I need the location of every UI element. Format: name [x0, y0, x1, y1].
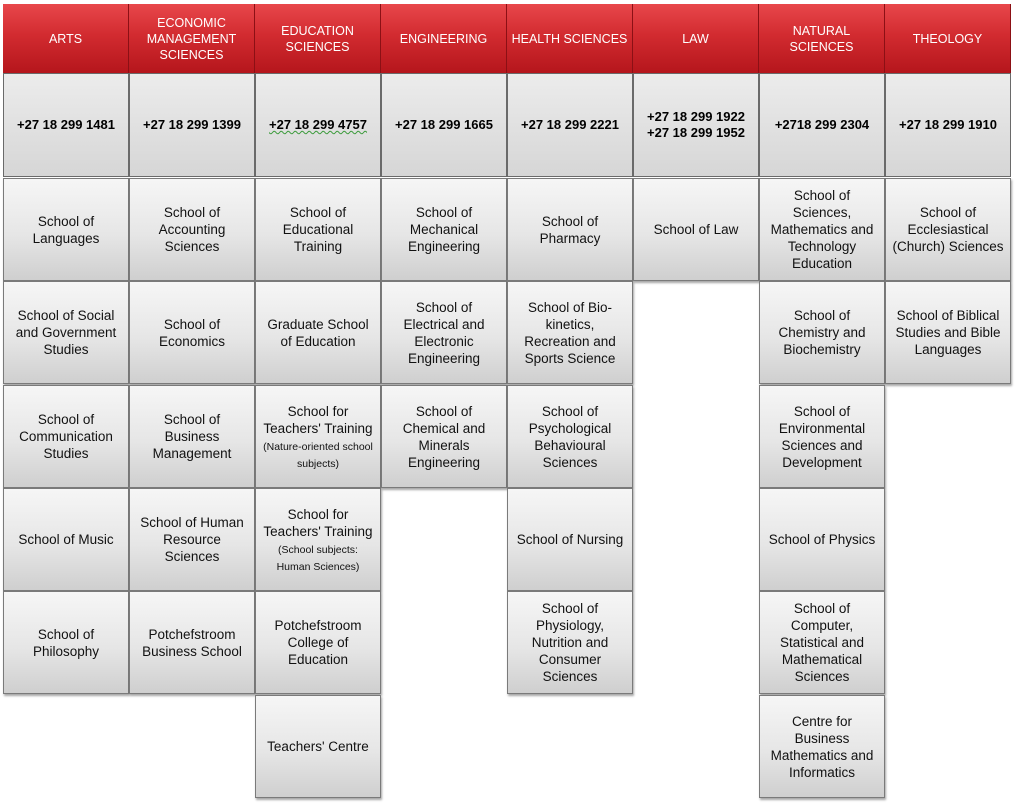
faculty-header-natural-sciences	[759, 4, 885, 73]
school-label	[261, 403, 375, 471]
school-name: School of Electrical and Electronic Engineering	[403, 299, 485, 366]
faculty-phone-arts	[3, 73, 129, 177]
school-name: School of Chemistry and Biochemistry	[778, 308, 866, 357]
faculty-phone-engineering	[381, 73, 507, 177]
phone-lines	[269, 117, 367, 133]
faculty-phone-economic-management-sciences	[129, 73, 255, 177]
school-cell	[885, 178, 1011, 281]
school-label	[9, 626, 123, 660]
school-name: School of Mechanical Engineering	[407, 205, 481, 254]
school-cell	[759, 695, 885, 798]
school-name: School of Bio-kinetics, Recreation and Sports Science	[524, 299, 616, 366]
faculty-phone-theology	[885, 73, 1011, 177]
school-cell	[381, 281, 507, 384]
school-cell	[129, 591, 255, 694]
school-label	[765, 600, 879, 685]
school-label	[261, 316, 375, 350]
school-cell	[759, 591, 885, 694]
school-name: School for Teachers' Training	[263, 403, 373, 436]
school-label	[135, 411, 249, 462]
school-cell	[885, 281, 1011, 384]
school-cell	[759, 281, 885, 384]
school-label	[765, 713, 879, 781]
faculty-phone-education-sciences	[255, 73, 381, 177]
school-label	[135, 514, 249, 565]
school-label	[513, 213, 627, 247]
school-name: School of Human Resource Sciences	[140, 515, 244, 564]
school-label	[387, 204, 501, 255]
school-cell	[507, 281, 633, 384]
phone-lines	[143, 117, 241, 133]
school-cell	[255, 591, 381, 694]
school-label	[765, 403, 879, 471]
school-name: School of Chemical and Minerals Engineering	[402, 403, 486, 470]
school-note: (School subjects: Human Sciences)	[276, 543, 360, 573]
school-name: School of Accounting Sciences	[158, 205, 226, 254]
faculty-header-arts	[3, 4, 129, 73]
school-cell	[381, 385, 507, 488]
school-cell	[255, 281, 381, 384]
faculty-header-theology	[885, 4, 1011, 73]
phone-lines	[899, 117, 997, 133]
school-cell	[507, 591, 633, 694]
school-name: School of Music	[18, 532, 114, 547]
faculty-header-health-sciences	[507, 4, 633, 73]
school-cell	[255, 695, 381, 798]
faculty-name: EDUCATION SCIENCES	[281, 23, 354, 54]
school-name: School of Biblical Studies and Bible Languages	[895, 308, 1001, 357]
faculty-name: ENGINEERING	[399, 31, 488, 46]
school-cell	[255, 178, 381, 281]
phone-number: +27 18 299 1481	[17, 117, 115, 132]
phone-lines	[647, 109, 745, 141]
school-label	[9, 307, 123, 358]
school-cell	[507, 385, 633, 488]
school-name: School of Computer, Statistical and Mathematical Sciences	[779, 601, 865, 684]
school-name: School of Nursing	[516, 532, 624, 547]
school-cell	[759, 178, 885, 281]
school-label	[891, 307, 1005, 358]
school-label	[267, 738, 369, 755]
phone-lines	[17, 117, 115, 133]
school-name: Potchefstroom Business School	[142, 626, 242, 659]
school-label	[135, 204, 249, 255]
school-name: Potchefstroom College of Education	[274, 618, 362, 667]
phone-number: +27 18 299 2221	[521, 117, 619, 132]
school-label	[513, 299, 627, 367]
school-name: School of Communication Studies	[19, 412, 113, 461]
school-name: School of Economics	[158, 316, 226, 349]
school-label	[9, 213, 123, 247]
school-name: School of Physics	[768, 532, 876, 547]
school-name: School of Law	[653, 222, 739, 237]
school-cell	[3, 178, 129, 281]
school-note: (Nature-oriented school subjects)	[263, 440, 373, 470]
phone-number: +27 18 299 1952	[647, 125, 745, 140]
faculty-name: NATURAL SCIENCES	[789, 23, 854, 54]
school-cell	[759, 488, 885, 591]
school-name: School of Social and Government Studies	[15, 308, 117, 357]
school-cell	[633, 178, 759, 281]
faculty-header-education-sciences	[255, 4, 381, 73]
school-label	[261, 506, 375, 574]
school-name: School of Psychological Behavioural Sciences	[528, 403, 612, 470]
school-name: School of Languages	[32, 213, 100, 246]
phone-number: +27 18 299 1665	[395, 117, 493, 132]
school-name: School of Pharmacy	[539, 213, 601, 246]
school-name: School of Ecclesiastical (Church) Sciences	[892, 205, 1004, 254]
school-cell	[129, 385, 255, 488]
school-label	[891, 204, 1005, 255]
school-label	[135, 316, 249, 350]
school-name: School of Educational Training	[282, 205, 354, 254]
school-label	[765, 187, 879, 272]
school-name: School of Sciences, Mathematics and Technology Education	[770, 188, 874, 271]
school-cell	[3, 281, 129, 384]
school-cell	[3, 385, 129, 488]
phone-lines	[521, 117, 619, 133]
school-cell	[3, 591, 129, 694]
school-cell	[3, 488, 129, 591]
school-label	[769, 531, 876, 548]
faculty-phone-natural-sciences	[759, 73, 885, 177]
school-label	[135, 626, 249, 660]
phone-number: +27 18 299 1399	[143, 117, 241, 132]
faculty-header-economic-management-sciences	[129, 4, 255, 73]
school-label	[18, 531, 113, 548]
school-label	[261, 617, 375, 668]
phone-number: +27 18 299 1910	[899, 117, 997, 132]
school-name: Graduate School of Education	[267, 316, 369, 349]
school-name: Teachers' Centre	[267, 739, 369, 754]
school-label	[513, 600, 627, 685]
school-cell	[507, 488, 633, 591]
school-name: School of Philosophy	[32, 626, 100, 659]
faculty-name: HEALTH SCIENCES	[511, 31, 628, 46]
school-cell	[255, 385, 381, 488]
phone-lines	[775, 117, 869, 133]
school-label	[387, 299, 501, 367]
school-label	[654, 221, 739, 238]
phone-number: +27 18 299 4757	[269, 117, 367, 132]
faculty-header-engineering	[381, 4, 507, 73]
school-cell	[507, 178, 633, 281]
school-name: School for Teachers' Training	[263, 506, 373, 539]
school-label	[513, 403, 627, 471]
phone-number: +2718 299 2304	[774, 117, 870, 132]
school-label	[765, 307, 879, 358]
school-name: School of Business Management	[152, 412, 232, 461]
school-label	[9, 411, 123, 462]
phone-lines	[395, 117, 493, 133]
school-cell	[129, 281, 255, 384]
faculty-name: LAW	[682, 31, 709, 46]
school-cell	[255, 488, 381, 591]
school-label	[387, 403, 501, 471]
school-label	[517, 531, 624, 548]
school-cell	[759, 385, 885, 488]
faculty-header-law	[633, 4, 759, 73]
school-name: School of Environmental Sciences and Development	[778, 403, 866, 470]
school-name: Centre for Business Mathematics and Informatics	[770, 713, 874, 780]
faculty-name: THEOLOGY	[912, 31, 983, 46]
phone-number: +27 18 299 1922	[647, 109, 745, 124]
faculty-phone-law	[633, 73, 759, 177]
faculty-name: ARTS	[48, 31, 83, 46]
school-cell	[381, 178, 507, 281]
school-name: School of Physiology, Nutrition and Consumer Sciences	[531, 601, 609, 684]
school-label	[261, 204, 375, 255]
school-cell	[129, 488, 255, 591]
faculty-name: ECONOMIC MANAGEMENT SCIENCES	[146, 15, 237, 62]
faculty-phone-health-sciences	[507, 73, 633, 177]
school-cell	[129, 178, 255, 281]
